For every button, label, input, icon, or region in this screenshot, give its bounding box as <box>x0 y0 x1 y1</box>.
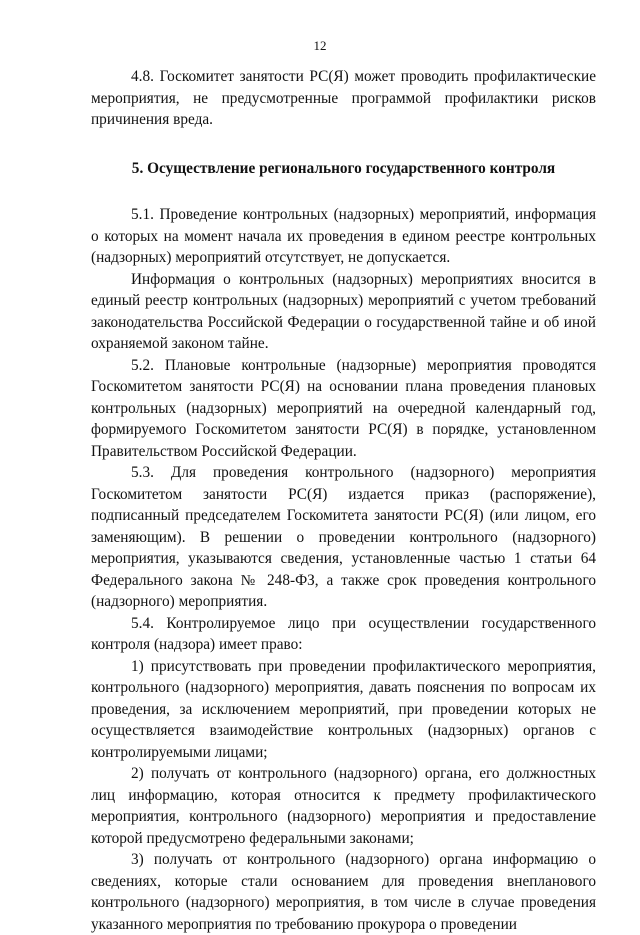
paragraph-5-2: 5.2. Плановые контрольные (надзорные) мероприятия проводятся Госкомитетом занятости РС(Я) на основании плана проведения плановых контрольных (надзорных) мероприятий на очередной календарный год, формируемого Госкомитетом занятости РС(Я) в порядке, установленном Правительством Российской Федерации. <box>91 356 596 460</box>
paragraph-5-1: 5.1. Проведение контрольных (надзорных) мероприятий, информация о которых на момент начала их проведения в едином реестре контрольных (надзорных) мероприятий отсутствует, не допускается. <box>91 206 596 266</box>
paragraph-4-8: 4.8. Госкомитет занятости РС(Я) может проводить профилактические мероприятия, не предусмотренные программой профилактики рисков причинения вреда. <box>91 68 596 128</box>
list-item-1: 1) присутствовать при проведении профилактического мероприятия, контрольного (надзорного) мероприятия, давать пояснения по вопросам их проведения, за исключением мероприятий, при проведении которых не осуществляется взаимодействие контрольных (надзорных) органов с контролируемыми лицами; <box>91 657 596 761</box>
paragraph-registry-info: Информация о контрольных (надзорных) мероприятиях вносится в единый реестр контрольных (надзорных) мероприятий с учетом требований законодательства Российской Федерации о государственной тайне и об иной охраняемой законом тайне. <box>91 270 596 352</box>
document-body <box>91 66 596 935</box>
page-number: 12 <box>313 38 327 53</box>
paragraph-5-4: 5.4. Контролируемое лицо при осуществлении государственного контроля (надзора) имеет право: <box>91 614 596 653</box>
paragraph-5-3: 5.3. Для проведения контрольного (надзорного) мероприятия Госкомитетом занятости РС(Я) издается приказ (распоряжение), подписанный председателем Госкомитета занятости РС(Я) (или лицом, его заменяющим). В решении о проведении контрольного (надзорного) мероприятия, указываются сведения, установленные частью 1 статьи 64 Федерального закона № 248-ФЗ, а также срок проведения контрольного (надзорного) мероприятия. <box>91 464 596 610</box>
list-item-2: 2) получать от контрольного (надзорного) органа, его должностных лиц информацию, которая относится к предмету профилактического мероприятия, контрольного (надзорного) мероприятия и предоставление которой предусмотрено федеральными законами; <box>91 765 596 847</box>
list-item-3: 3) получать от контрольного (надзорного) органа информацию о сведениях, которые стали основанием для проведения внепланового контрольного (надзорного) мероприятия, в том числе в случае проведения указанного мероприятия по требованию прокурора о проведении <box>91 851 596 933</box>
section-heading: 5. Осуществление регионального государственного контроля <box>131 159 556 177</box>
